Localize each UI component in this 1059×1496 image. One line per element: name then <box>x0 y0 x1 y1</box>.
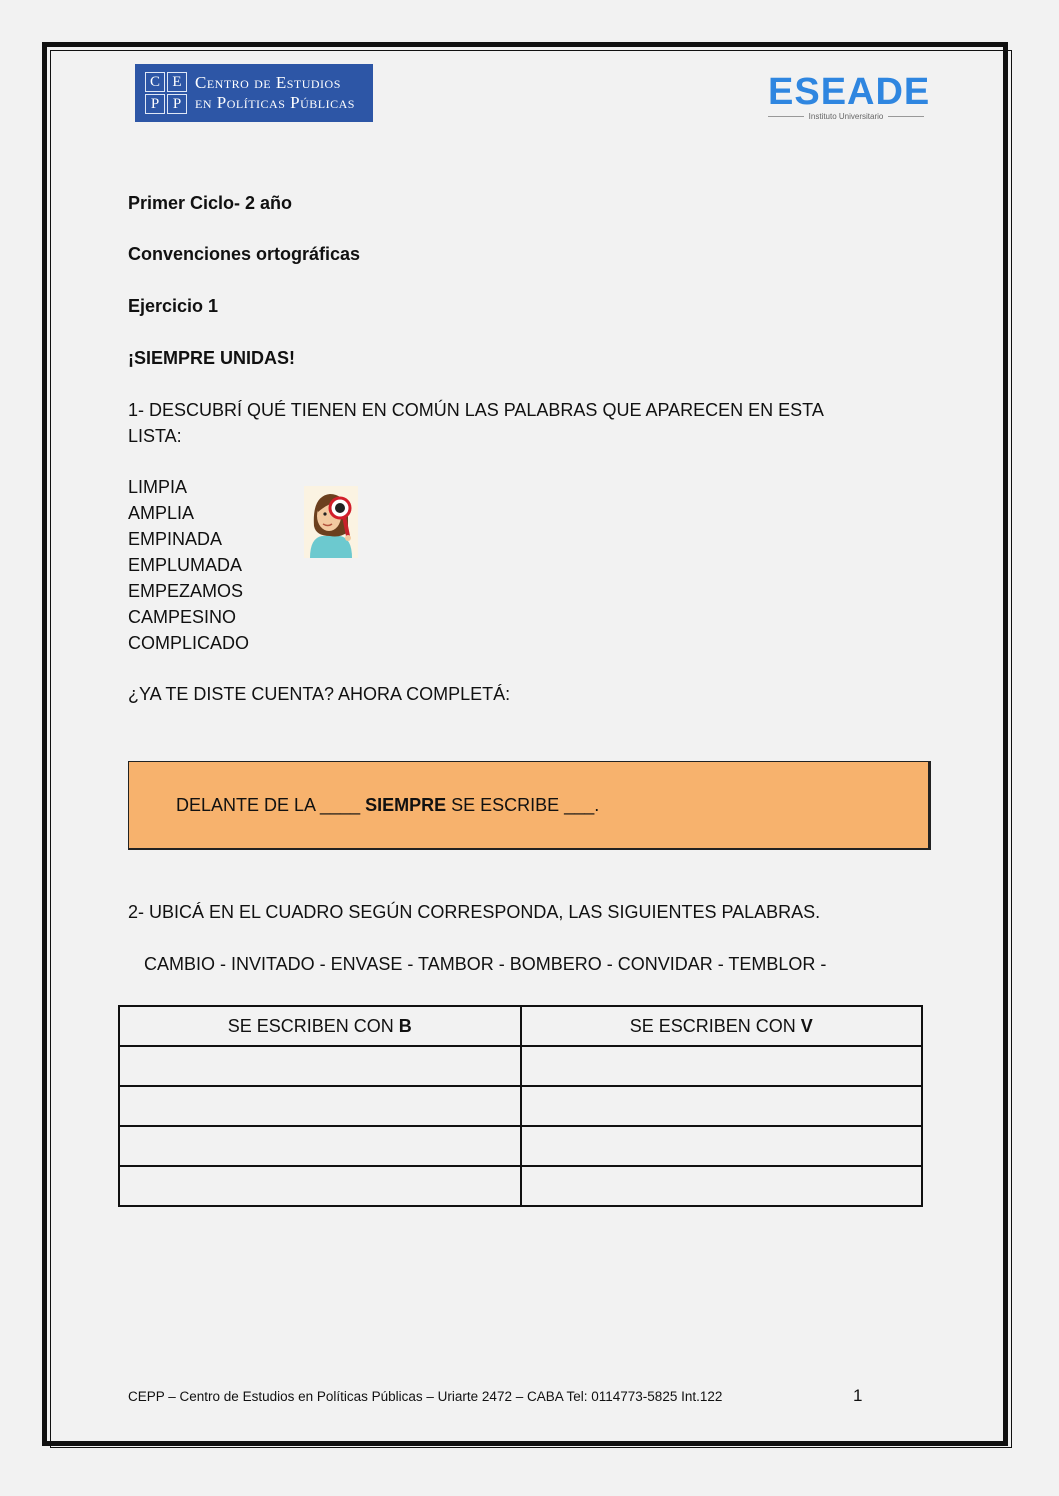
cepp-logo-line2: en Políticas Públicas <box>195 93 355 112</box>
rule-part-1: DELANTE DE LA ____ <box>176 795 366 815</box>
list-item: AMPLIA <box>128 503 195 523</box>
list-item: CAMPESINO <box>128 607 237 627</box>
divider <box>888 116 924 117</box>
question-2: 2- UBICÁ EN EL CUADRO SEGÚN CORRESPONDA, LAS SIGUIENTES PALABRAS. <box>128 902 821 922</box>
rule-sentence <box>176 792 599 818</box>
rule-box <box>128 761 931 850</box>
eseade-logo-subtitle <box>768 112 924 121</box>
question-1-line2: LISTA: <box>128 426 182 446</box>
word-list <box>128 474 249 656</box>
list-item: EMPINADA <box>128 529 223 549</box>
cepp-logo-text <box>195 73 355 113</box>
eseade-logo-name: ESEADE <box>768 71 931 113</box>
footer-text: CEPP – Centro de Estudios en Políticas Públicas – Uriarte 2472 – CABA Tel: 0114773-5825 Int.122 <box>128 1389 723 1404</box>
eseade-logo <box>768 71 931 121</box>
page-number: 1 <box>853 1386 863 1405</box>
answer-cell-b[interactable] <box>119 1046 521 1086</box>
cepp-logo-mark <box>145 72 187 114</box>
topic-heading: Convenciones ortográficas <box>128 244 361 264</box>
table-header-row <box>119 1006 922 1046</box>
prompt-text: ¿YA TE DISTE CUENTA? AHORA COMPLETÁ: <box>128 684 511 704</box>
eseade-subtitle-text: Instituto Universitario <box>808 112 884 121</box>
divider <box>768 116 804 117</box>
answer-cell-b[interactable] <box>119 1086 521 1126</box>
list-item: EMPLUMADA <box>128 555 243 575</box>
list-item: COMPLICADO <box>128 633 250 653</box>
section-title: ¡SIEMPRE UNIDAS! <box>128 348 296 368</box>
column-header-v-prefix: SE ESCRIBEN CON <box>629 1015 801 1036</box>
cepp-letter: P <box>167 94 187 114</box>
cepp-logo <box>135 64 373 122</box>
rule-part-2: SE ESCRIBE ___. <box>446 795 600 815</box>
cepp-letter: C <box>145 72 165 92</box>
table-row <box>119 1166 922 1206</box>
cepp-logo-line1: Centro de Estudios <box>195 73 341 92</box>
table-row <box>119 1126 922 1166</box>
rule-emphasis: SIEMPRE <box>365 795 447 815</box>
column-header-b-prefix: SE ESCRIBEN CON <box>227 1015 399 1036</box>
girl-with-magnifier-icon <box>304 486 358 558</box>
column-header-v-letter: V <box>800 1015 813 1036</box>
answer-cell-v[interactable] <box>521 1086 923 1126</box>
cepp-letter: P <box>145 94 165 114</box>
list-item: EMPEZAMOS <box>128 581 244 601</box>
level-heading: Primer Ciclo- 2 año <box>128 193 293 213</box>
answer-cell-v[interactable] <box>521 1046 923 1086</box>
cepp-letter: E <box>167 72 187 92</box>
answer-cell-v[interactable] <box>521 1126 923 1166</box>
column-header-b-letter: B <box>398 1015 412 1036</box>
column-header-b <box>119 1006 521 1046</box>
question-2-words: CAMBIO - INVITADO - ENVASE - TAMBOR - BOMBERO - CONVIDAR - TEMBLOR - <box>144 954 827 974</box>
column-header-v <box>521 1006 923 1046</box>
sorting-table <box>118 1005 923 1207</box>
answer-cell-b[interactable] <box>119 1126 521 1166</box>
table-row <box>119 1086 922 1126</box>
answer-cell-b[interactable] <box>119 1166 521 1206</box>
list-item: LIMPIA <box>128 477 188 497</box>
question-1-line1: 1- DESCUBRÍ QUÉ TIENEN EN COMÚN LAS PALABRAS QUE APARECEN EN ESTA <box>128 400 824 420</box>
table-row <box>119 1046 922 1086</box>
answer-cell-v[interactable] <box>521 1166 923 1206</box>
exercise-heading: Ejercicio 1 <box>128 296 219 316</box>
